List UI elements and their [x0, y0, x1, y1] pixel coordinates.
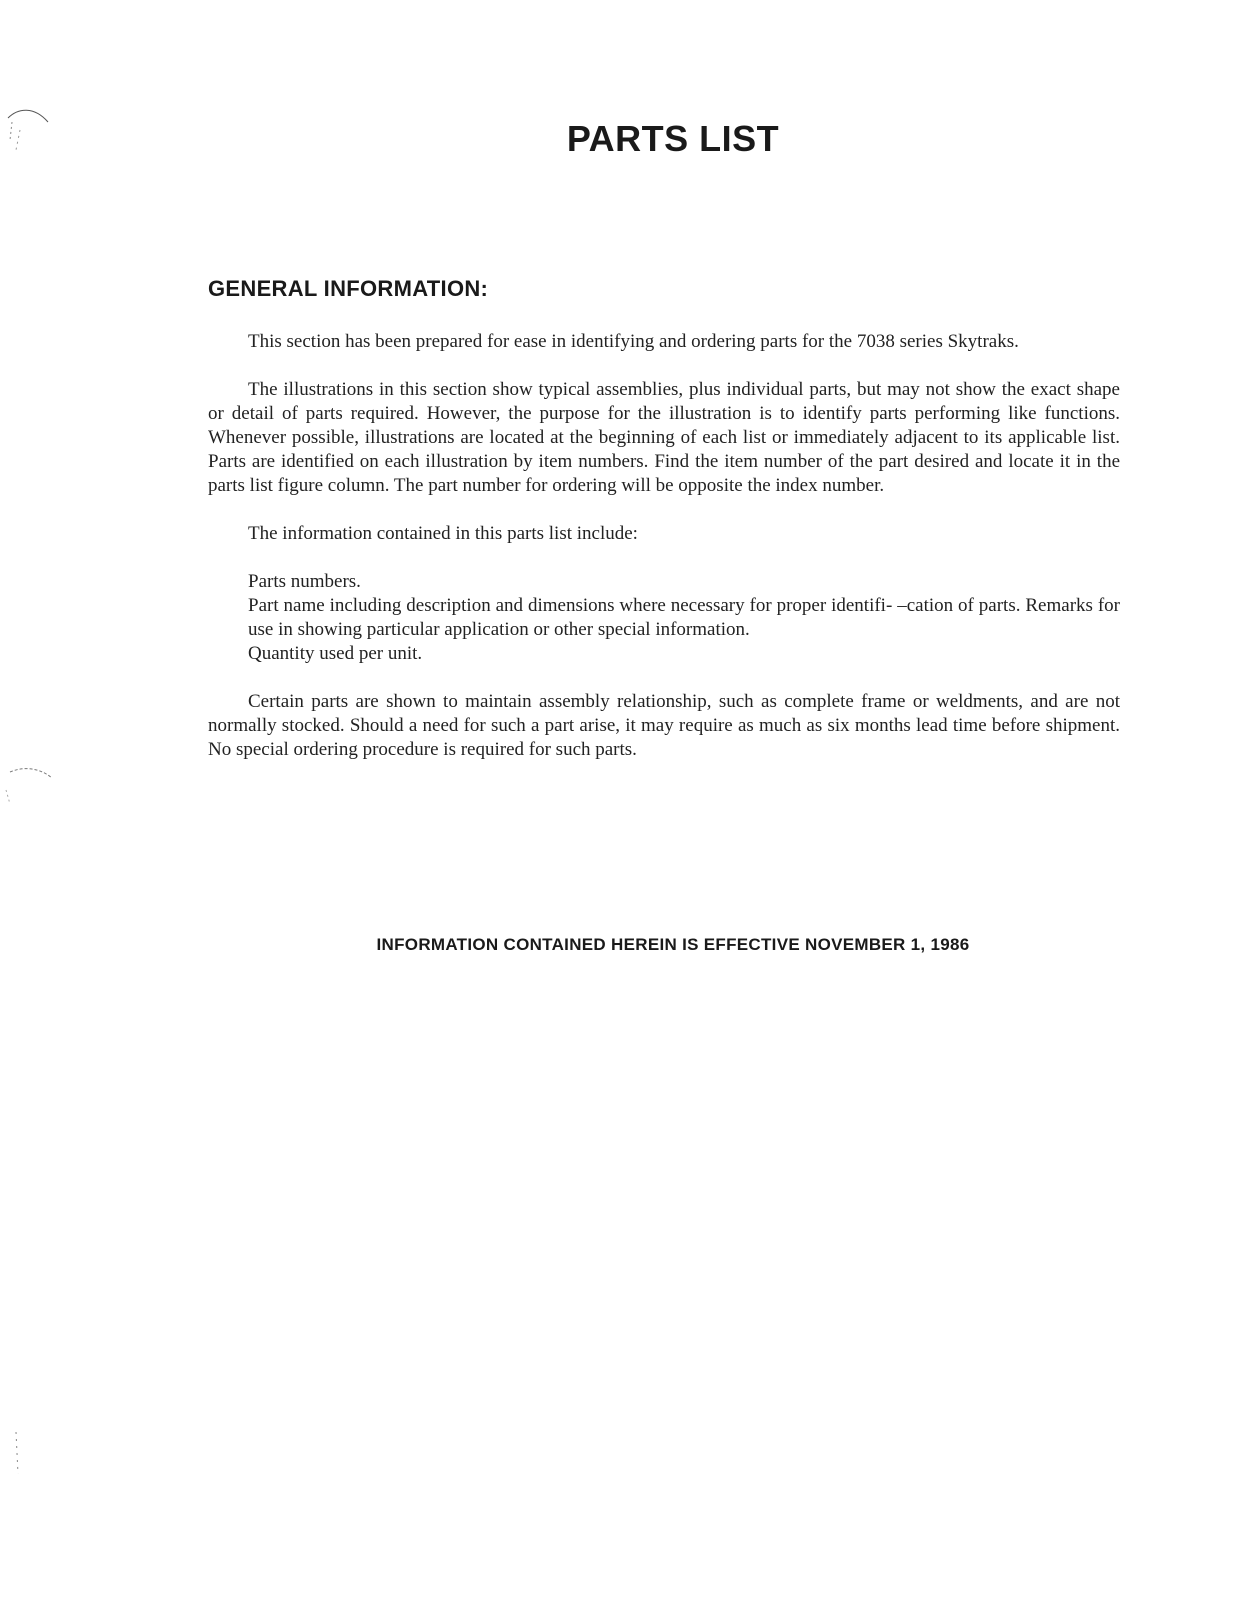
paragraph-information-intro: The information contained in this parts list include:: [248, 523, 638, 544]
scan-mark-bottom-left: [8, 1430, 28, 1480]
effective-date-notice: INFORMATION CONTAINED HEREIN IS EFFECTIVE NOVEMBER 1, 1986: [376, 935, 970, 954]
paragraph-illustrations: The illustrations in this section show typical assemblies, plus individual parts, but may not show the exact shape or detail of parts required. However, the purpose for the illustration is to identify parts performing like functions. Whenever possible, illustrations are located at the beginning of each list or immediately adjacent to its applicable list. Parts are identified on each illustration by item numbers. Find the item number of the part desired and locate it in the parts list figure column. The part number for ordering will be opposite the index number.: [208, 379, 1120, 496]
information-list: [248, 570, 1120, 666]
paragraph-stocking: Certain parts are shown to maintain assembly relationship, such as complete frame or weldments, and are not normally stocked. Should a need for such a part arise, it may require as much as six months lead time before shipment. No special ordering procedure is required for such parts.: [208, 691, 1120, 760]
list-item: Quantity used per unit.: [248, 643, 423, 664]
paragraph-purpose: This section has been prepared for ease in identifying and ordering parts for the 7038 series Skytraks.: [248, 331, 1019, 352]
document-body: [208, 330, 1120, 786]
list-item: Part name including description and dimensions where necessary for proper identifi- –cation of parts. Remarks for use in showing particular application or other special information.: [248, 595, 1120, 640]
list-item: Parts numbers.: [248, 571, 361, 592]
page-title: PARTS LIST: [566, 118, 780, 159]
scan-mark-left-middle: [0, 760, 70, 820]
section-heading: GENERAL INFORMATION:: [208, 276, 489, 301]
